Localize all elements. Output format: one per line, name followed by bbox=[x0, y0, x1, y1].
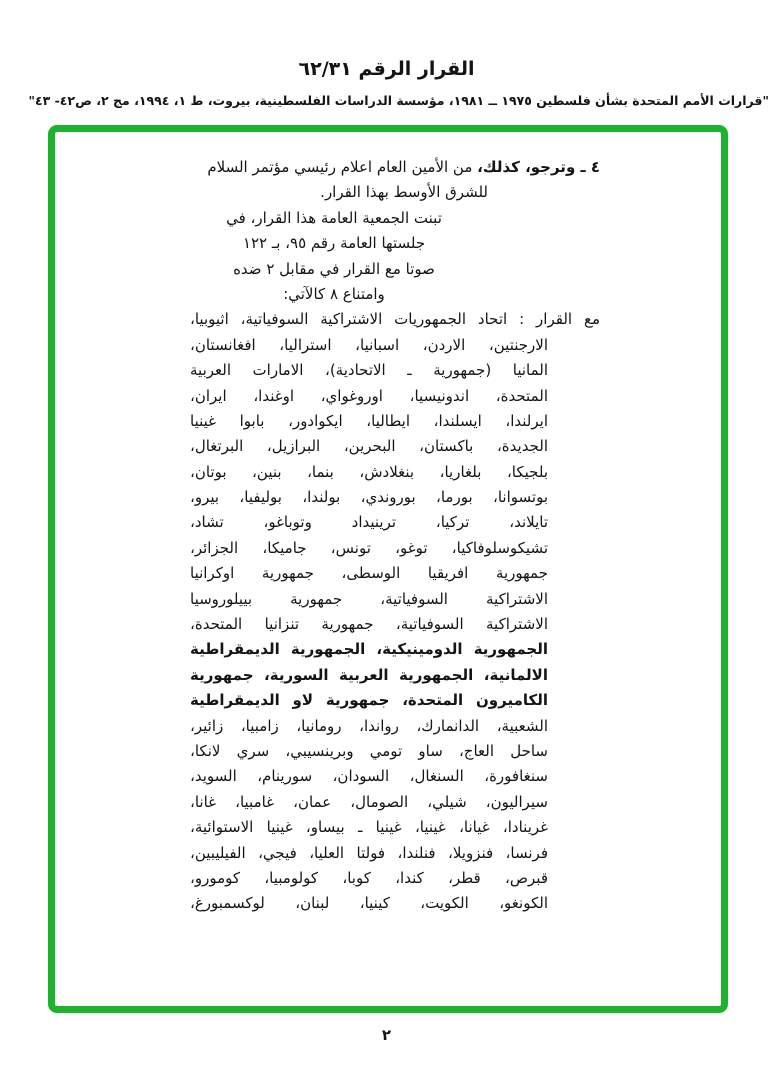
page-title: القرار الرقم ٦٢/٣١ bbox=[298, 58, 475, 80]
vote-list-line: جمهورية افريقيا الوسطى، جمهورية اوكرانيا bbox=[190, 564, 548, 583]
operative-paragraph-line-1 bbox=[190, 155, 600, 180]
vote-list-line: الكاميرون المتحدة، جمهورية لاو الديمقراطية bbox=[190, 691, 548, 710]
vote-list-line: بلجيكا، بلغاريا، بنغلادش، بنما، بنين، بوتان، bbox=[190, 462, 548, 481]
vote-list-line: الشعبية، الدانمارك، رواندا، رومانيا، زامبيا، زائير، bbox=[190, 716, 548, 735]
vote-list-line: الكونغو، الكويت، كينيا، لبنان، لوكسمبورغ، bbox=[190, 894, 548, 913]
vote-list-line: غرينادا، غيانا، غينيا، غينيا ـ بيساو، غينيا الاستوائية، bbox=[190, 818, 548, 837]
vote-list-line: ايرلندا، ايسلندا، ايطاليا، ايكوادور، بابوا غينيا bbox=[190, 411, 548, 430]
adoption-note-line: وامتناع ٨ كالآتي: bbox=[283, 284, 385, 303]
vote-list-line: الالمانية، الجمهورية العربية السورية، جمهورية bbox=[190, 665, 548, 684]
vote-list-line: الجمهورية الدومينيكية، الجمهورية الديمقراطية bbox=[190, 640, 548, 659]
vote-label-line: مع القرار : اتحاد الجمهوريات الاشتراكية السوفياتية، اثيوبيا، bbox=[190, 310, 600, 329]
vote-list-line: ساحل العاج، ساو تومي وبرينسيبي، سري لانكا، bbox=[190, 741, 548, 760]
vote-list-line: الاشتراكية السوفياتية، جمهورية تنزانيا المتحدة، bbox=[190, 615, 548, 634]
page-number: ٢ bbox=[381, 1026, 392, 1044]
vote-list-line: المانيا (جمهورية ـ الاتحادية)، الامارات العربية bbox=[190, 361, 548, 380]
vote-list-line: الاشتراكية السوفياتية، جمهورية بييلوروسيا bbox=[190, 589, 548, 608]
vote-list-line: الجديدة، باكستان، البحرين، البرازيل، البرتغال، bbox=[190, 437, 548, 456]
vote-list-line: تايلاند، تركيا، ترينيداد وتوباغو، تشاد، bbox=[190, 513, 548, 532]
vote-list-line: الارجنتين، الاردن، اسبانيا، استراليا، افغانستان، bbox=[190, 335, 548, 354]
document-content bbox=[190, 155, 600, 917]
operative-paragraph-line-2: للشرق الأوسط بهذا القرار. bbox=[320, 183, 488, 202]
adoption-note-line: صوتا مع القرار في مقابل ٢ ضده bbox=[233, 259, 435, 278]
vote-list-line: قبرص، قطر، كندا، كوبا، كولومبيا، كومورو، bbox=[190, 868, 548, 887]
vote-list-line: بوتسوانا، بورما، بوروندي، بولندا، بوليفيا، بيرو، bbox=[190, 488, 548, 507]
vote-list-line: المتحدة، اندونيسيا، اوروغواي، اوغندا، ايران، bbox=[190, 386, 548, 405]
vote-list-line: سيراليون، شيلي، الصومال، عمان، غامبيا، غانا، bbox=[190, 792, 548, 811]
adoption-note bbox=[190, 206, 478, 308]
source-citation: "قرارات الأمم المتحدة بشأن فلسطين ١٩٧٥ ــ ١٩٨١، مؤسسة الدراسات الفلسطينية، بيروت، ط ١، ١٩٩٤، مج ٢، ص٤٢- ٤٣" bbox=[28, 93, 769, 108]
vote-list-line: فرنسا، فنزويلا، فنلندا، فولتا العليا، فيجي، الفيليبين، bbox=[190, 843, 548, 862]
operative-clause-lead: ٤ ـ وترجو، كذلك، bbox=[477, 158, 600, 176]
adoption-note-line: تبنت الجمعية العامة هذا القرار، في bbox=[226, 208, 442, 227]
adoption-note-line: جلستها العامة رقم ٩٥، بـ ١٢٢ bbox=[242, 234, 426, 253]
vote-list-line: تشيكوسلوفاكيا، توغو، تونس، جاميكا، الجزائر، bbox=[190, 538, 548, 557]
operative-clause-text: من الأمين العام اعلام رئيسي مؤتمر السلام bbox=[207, 158, 478, 176]
vote-list-line: سنغافورة، السنغال، السودان، سورينام، السويد، bbox=[190, 767, 548, 786]
